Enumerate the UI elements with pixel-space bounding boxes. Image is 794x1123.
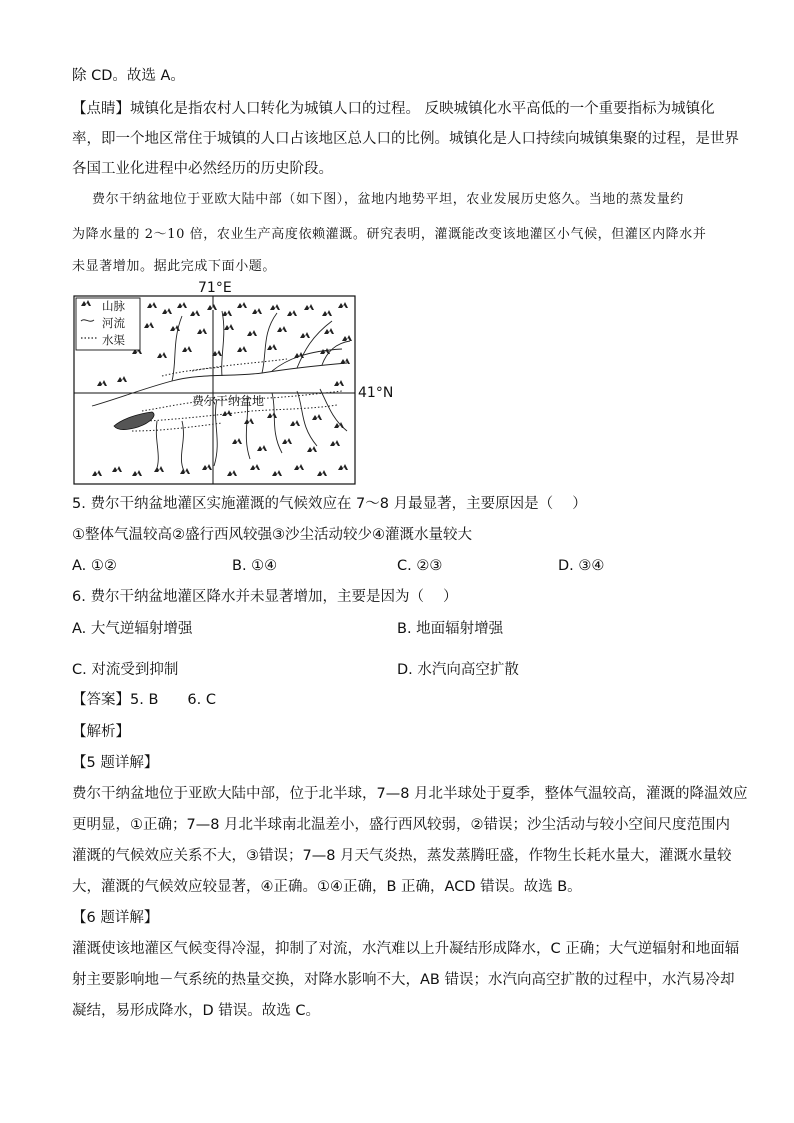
- q6-option-b: B. 地面辐射增强: [397, 621, 504, 637]
- q6-stem: 6. 费尔干纳盆地灌区降水并未显著增加，主要是因为（ ）: [72, 589, 458, 605]
- answer-line: [72, 690, 216, 710]
- detail6-line-1: 灌溉使该地灌区气候变得冷湿，抑制了对流，水汽难以上升凝结形成降水，C 正确；大气逆辐射和地面辐: [72, 941, 740, 957]
- dianjing-line-3: 各国工业化进程中必然经历的历史阶段。: [72, 161, 333, 177]
- fergana-basin-map: [72, 281, 402, 487]
- latitude-label: 41°N: [358, 385, 394, 401]
- passage-line-1: 费尔干纳盆地位于亚欧大陆中部（如下图），盆地内地势平坦，农业发展历史悠久。当地的蒸发量约: [92, 192, 684, 207]
- detail5-line-1: 费尔干纳盆地位于亚欧大陆中部，位于北半球，7—8 月北半球处于夏季，整体气温较高，灌溉的降温效应: [72, 786, 748, 802]
- detail5-line-4: 大，灌溉的气候效应较显著，④正确。①④正确，B 正确，ACD 错误。故选 B。: [72, 879, 582, 895]
- longitude-label: 71°E: [198, 280, 232, 296]
- q5-option-d: D. ③④: [558, 558, 605, 574]
- detail5-line-3: 灌溉的气候效应关系不大，③错误；7—8 月天气炎热，蒸发蒸腾旺盛，作物生长耗水量大，灌溉水量较: [72, 848, 732, 864]
- dianjing-line-1: [72, 99, 715, 119]
- detail6-line-2: 射主要影响地－气系统的热量交换，对降水影响不大，AB 错误；水汽向高空扩散的过程中，水汽易冷却: [72, 972, 735, 988]
- q5-option-a: A. ①②: [72, 558, 117, 574]
- passage-line-2: 为降水量的 2～10 倍，农业生产高度依赖灌溉。研究表明，灌溉能改变该地灌区小气候，但灌区内降水并: [72, 227, 707, 242]
- detail6-tag: 【6 题详解】: [72, 910, 159, 926]
- detail6-line-3: 凝结，易形成降水，D 错误。故选 C。: [72, 1003, 321, 1019]
- q5-stem: 5. 费尔干纳盆地灌区实施灌溉的气候效应在 7～8 月最显著，主要原因是（ ）: [72, 496, 587, 512]
- dianjing-tag: 【点睛】: [72, 101, 130, 117]
- q5-items: ①整体气温较高②盛行西风较强③沙尘活动较少④灌溉水量较大: [72, 527, 472, 543]
- answer-text: 5. B 6. C: [130, 692, 216, 708]
- answer-tag: 【答案】: [72, 692, 130, 708]
- analysis-tag: 【解析】: [72, 724, 130, 740]
- q6-option-d: D. 水汽向高空扩散: [397, 662, 519, 678]
- detail5-tag: 【5 题详解】: [72, 755, 159, 771]
- q6-option-a: A. 大气逆辐射增强: [72, 621, 193, 637]
- dianjing-text-1: 城镇化是指农村人口转化为城镇人口的过程。 反映城镇化水平高低的一个重要指标为城镇化: [130, 101, 715, 117]
- legend-mountain-label: 山脉: [102, 299, 125, 313]
- legend-river-label: 河流: [102, 316, 125, 330]
- basin-label: 费尔干纳盆地: [192, 394, 265, 408]
- q5-option-c: C. ②③: [397, 558, 443, 574]
- previous-answer-ending: 除 CD。故选 A。: [72, 68, 185, 84]
- q6-option-c: C. 对流受到抑制: [72, 662, 179, 678]
- q5-option-b: B. ①④: [232, 558, 278, 574]
- dianjing-line-2: 率，即一个地区常住于城镇的人口占该地区总人口的比例。城镇化是人口持续向城镇集聚的过程，是世界: [72, 131, 739, 147]
- legend-canal-label: 水渠: [102, 333, 125, 347]
- passage-line-3: 未显著增加。据此完成下面小题。: [72, 259, 277, 274]
- detail5-line-2: 更明显，①正确；7—8 月北半球南北温差小，盛行西风较弱，②错误；沙尘活动与较小空间尺度范围内: [72, 817, 731, 833]
